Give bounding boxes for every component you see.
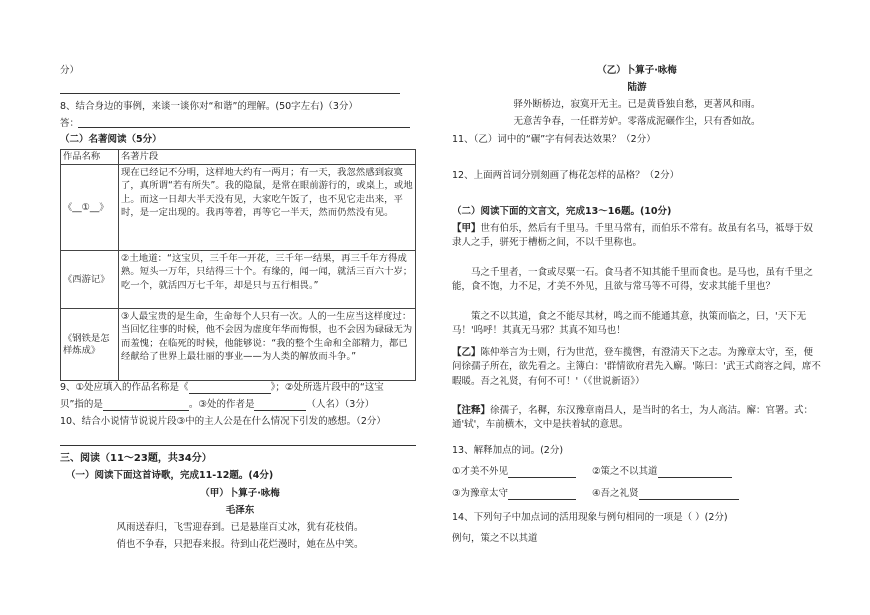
- question-9-line-1: [60, 382, 384, 394]
- passage-tag-jia: 【甲】: [452, 223, 481, 234]
- definition-blank[interactable]: [508, 490, 576, 500]
- question-14: 14、下列句子中加点词的活用现象与例句相同的一项是（ ）(2分): [452, 512, 728, 523]
- answer-line[interactable]: [78, 127, 410, 128]
- passage-yi-paragraph: [452, 346, 822, 389]
- poem-b-line: 无意苦争春，一任群芳妒。零落成泥碾作尘，只有香如故。: [513, 116, 761, 127]
- work-name-cell: 《钢铁是怎样炼成》: [61, 309, 119, 381]
- item-text: ①才美不外见: [452, 466, 509, 477]
- subsection-title-poetry: （一）阅读下面这首诗歌，完成11-12题。(4分): [66, 470, 274, 481]
- table-row: [61, 251, 416, 309]
- poem-a-line: 风雨送春归，飞雪迎春到。已是悬崖百丈冰，犹有花枝俏。: [116, 522, 364, 533]
- passage-jia-paragraph-3: 策之不以其道，食之不能尽其材，鸣之而不能通其意，执策而临之，曰，'天下无马！'呜呼！其真无马邪？其真不知马也！: [452, 311, 807, 337]
- work-name-blank[interactable]: [189, 384, 271, 394]
- question-13-item-3: [452, 488, 576, 500]
- author-blank[interactable]: [254, 401, 306, 411]
- classics-table: [60, 149, 416, 381]
- work-name-cell: 《西游记》: [61, 251, 119, 309]
- poem-b-author: 陆游: [627, 82, 647, 93]
- excerpt-cell: 现在已经记不分明，这样地大约有一两月；有一天，我忽然感到寂寞了，真所谓“若有所失”。我的隐鼠，是常在眼前游行的，或桌上，或地上。而这一日却大半天没有见，大家吃午饭了，也不见它走出来，平时，是一定出现的。我再等着，再等它一半天，然而仍然没有见。: [119, 165, 416, 251]
- question-11: 11、（乙）词中的“碾”字有何表达效果？（2分）: [452, 134, 656, 145]
- table-row: [61, 309, 416, 381]
- passage-text: 陈仲举言为士则，行为世范，登车揽辔，有澄清天下之志。为豫章太守，至，便问徐孺子所在，欲先看之。主簿白：'群情欲府君先入廨。'陈曰：'武王式商容之闾，席不暇暖。吾之礼贤，有何不可！'（《世说新语》）: [452, 347, 821, 387]
- question-9-text-e: （人名）（3分）: [306, 399, 375, 410]
- passage-text: 世有伯乐，然后有千里马。千里马常有，而伯乐不常有。故虽有名马，祗辱于奴隶人之手，骈死于槽枥之间，不以千里称也。: [452, 223, 814, 249]
- question-12: 12、上面两首词分别刻画了梅花怎样的品格？（2分）: [452, 170, 680, 181]
- question-9-text-c: 贝”指的是: [60, 399, 103, 410]
- annotation-tag: 【注释】: [452, 405, 491, 416]
- question-9-line-2: [60, 399, 374, 411]
- definition-blank[interactable]: [658, 468, 732, 478]
- definition-blank[interactable]: [508, 468, 576, 478]
- passage-jia-paragraph-2: 马之千里者，一食或尽粟一石。食马者不知其能千里而食也。是马也，虽有千里之能，食不饱，力不足，才美不外见，且欲与常马等不可得，安求其能千里也？: [452, 267, 814, 293]
- poem-a-title: （甲）卜算子·咏梅: [200, 488, 280, 499]
- work-name-cell: 《__①__》: [61, 165, 119, 251]
- passage-tag-yi: 【乙】: [452, 347, 481, 358]
- left-column: [60, 0, 420, 615]
- item-text: ②策之不以其道: [592, 466, 658, 477]
- question-9-text-d: 。③处的作者是: [188, 399, 255, 410]
- question-9-text-a: 9、①处应填入的作品名称是《: [60, 382, 189, 393]
- subsection-title-classical: （二）阅读下面的文言文，完成13～16题。(10分): [452, 206, 672, 217]
- annotation-text: 徐孺子，名穉，东汉豫章南昌人，是当时的名士，为人高洁。廨：官署。式：通'轼'，车前横木，文中是扶着轼的意思。: [452, 405, 814, 431]
- example-sentence: 例句，策之不以其道: [452, 533, 538, 544]
- section-title-reading: 三、阅读（11～23题，共34分）: [60, 453, 212, 464]
- treasure-blank[interactable]: [103, 401, 189, 411]
- poem-b-title: （乙）卜算子·咏梅: [597, 65, 677, 76]
- item-text: ③为豫章太守: [452, 488, 509, 499]
- answer-line[interactable]: [60, 445, 416, 446]
- question-13-item-2: [592, 466, 732, 478]
- question-13: 13、解释加点的词。(2分): [452, 445, 564, 456]
- section-title-classics: （二）名著阅读（5分）: [60, 134, 162, 145]
- poem-b-line: 驿外断桥边，寂寞开无主。已是黄昏独自愁，更著风和雨。: [513, 99, 761, 110]
- excerpt-cell: ②土地道：“这宝贝，三千年一开花，三千年一结果，再三千年方得成熟。短头一万年，只结得三十个。有缘的，闻一闻，就活三百六十岁；吃一个，就活四万七千年，却是只与五行相畏。”: [119, 251, 416, 309]
- question-8: 8、结合身边的事例，来谈一谈你对“和谐”的理解。(50字左右)（3分）: [60, 101, 358, 112]
- question-13-item-1: [452, 466, 576, 478]
- previous-question-tail: 分）: [60, 65, 80, 76]
- answer-line: [60, 93, 400, 94]
- passage-jia-paragraph-1: [452, 222, 822, 251]
- column-header-excerpt: 名著片段: [119, 150, 416, 165]
- poem-a-author: 毛泽东: [225, 505, 255, 516]
- table-header-row: [61, 150, 416, 165]
- question-13-item-4: [592, 488, 739, 500]
- answer-label: 答：: [60, 118, 80, 129]
- column-header-work: 作品名称: [61, 150, 119, 165]
- definition-blank[interactable]: [639, 490, 739, 500]
- question-9-text-b: 》；②处所选片段中的“这宝: [270, 382, 384, 393]
- poem-a-line: 俏也不争春，只把春来报。待到山花烂漫时，她在丛中笑。: [116, 539, 364, 550]
- excerpt-cell: ③人最宝贵的是生命，生命每个人只有一次。人的一生应当这样度过：当回忆往事的时候，他不会因为虚度年华而悔恨，也不会因为碌碌无为而羞愧；在临死的时候，他能够说：“我的整个生命和全部精力，都已经献给了世界上最壮丽的事业——为人类的解放而斗争。”: [119, 309, 416, 381]
- table-row: [61, 165, 416, 251]
- right-column: [452, 0, 822, 615]
- item-text: ④吾之礼贤: [592, 488, 639, 499]
- question-10: 10、结合小说情节说说片段③中的主人公是在什么情况下引发的感想。（2分）: [60, 416, 386, 427]
- annotation-paragraph: [452, 404, 822, 433]
